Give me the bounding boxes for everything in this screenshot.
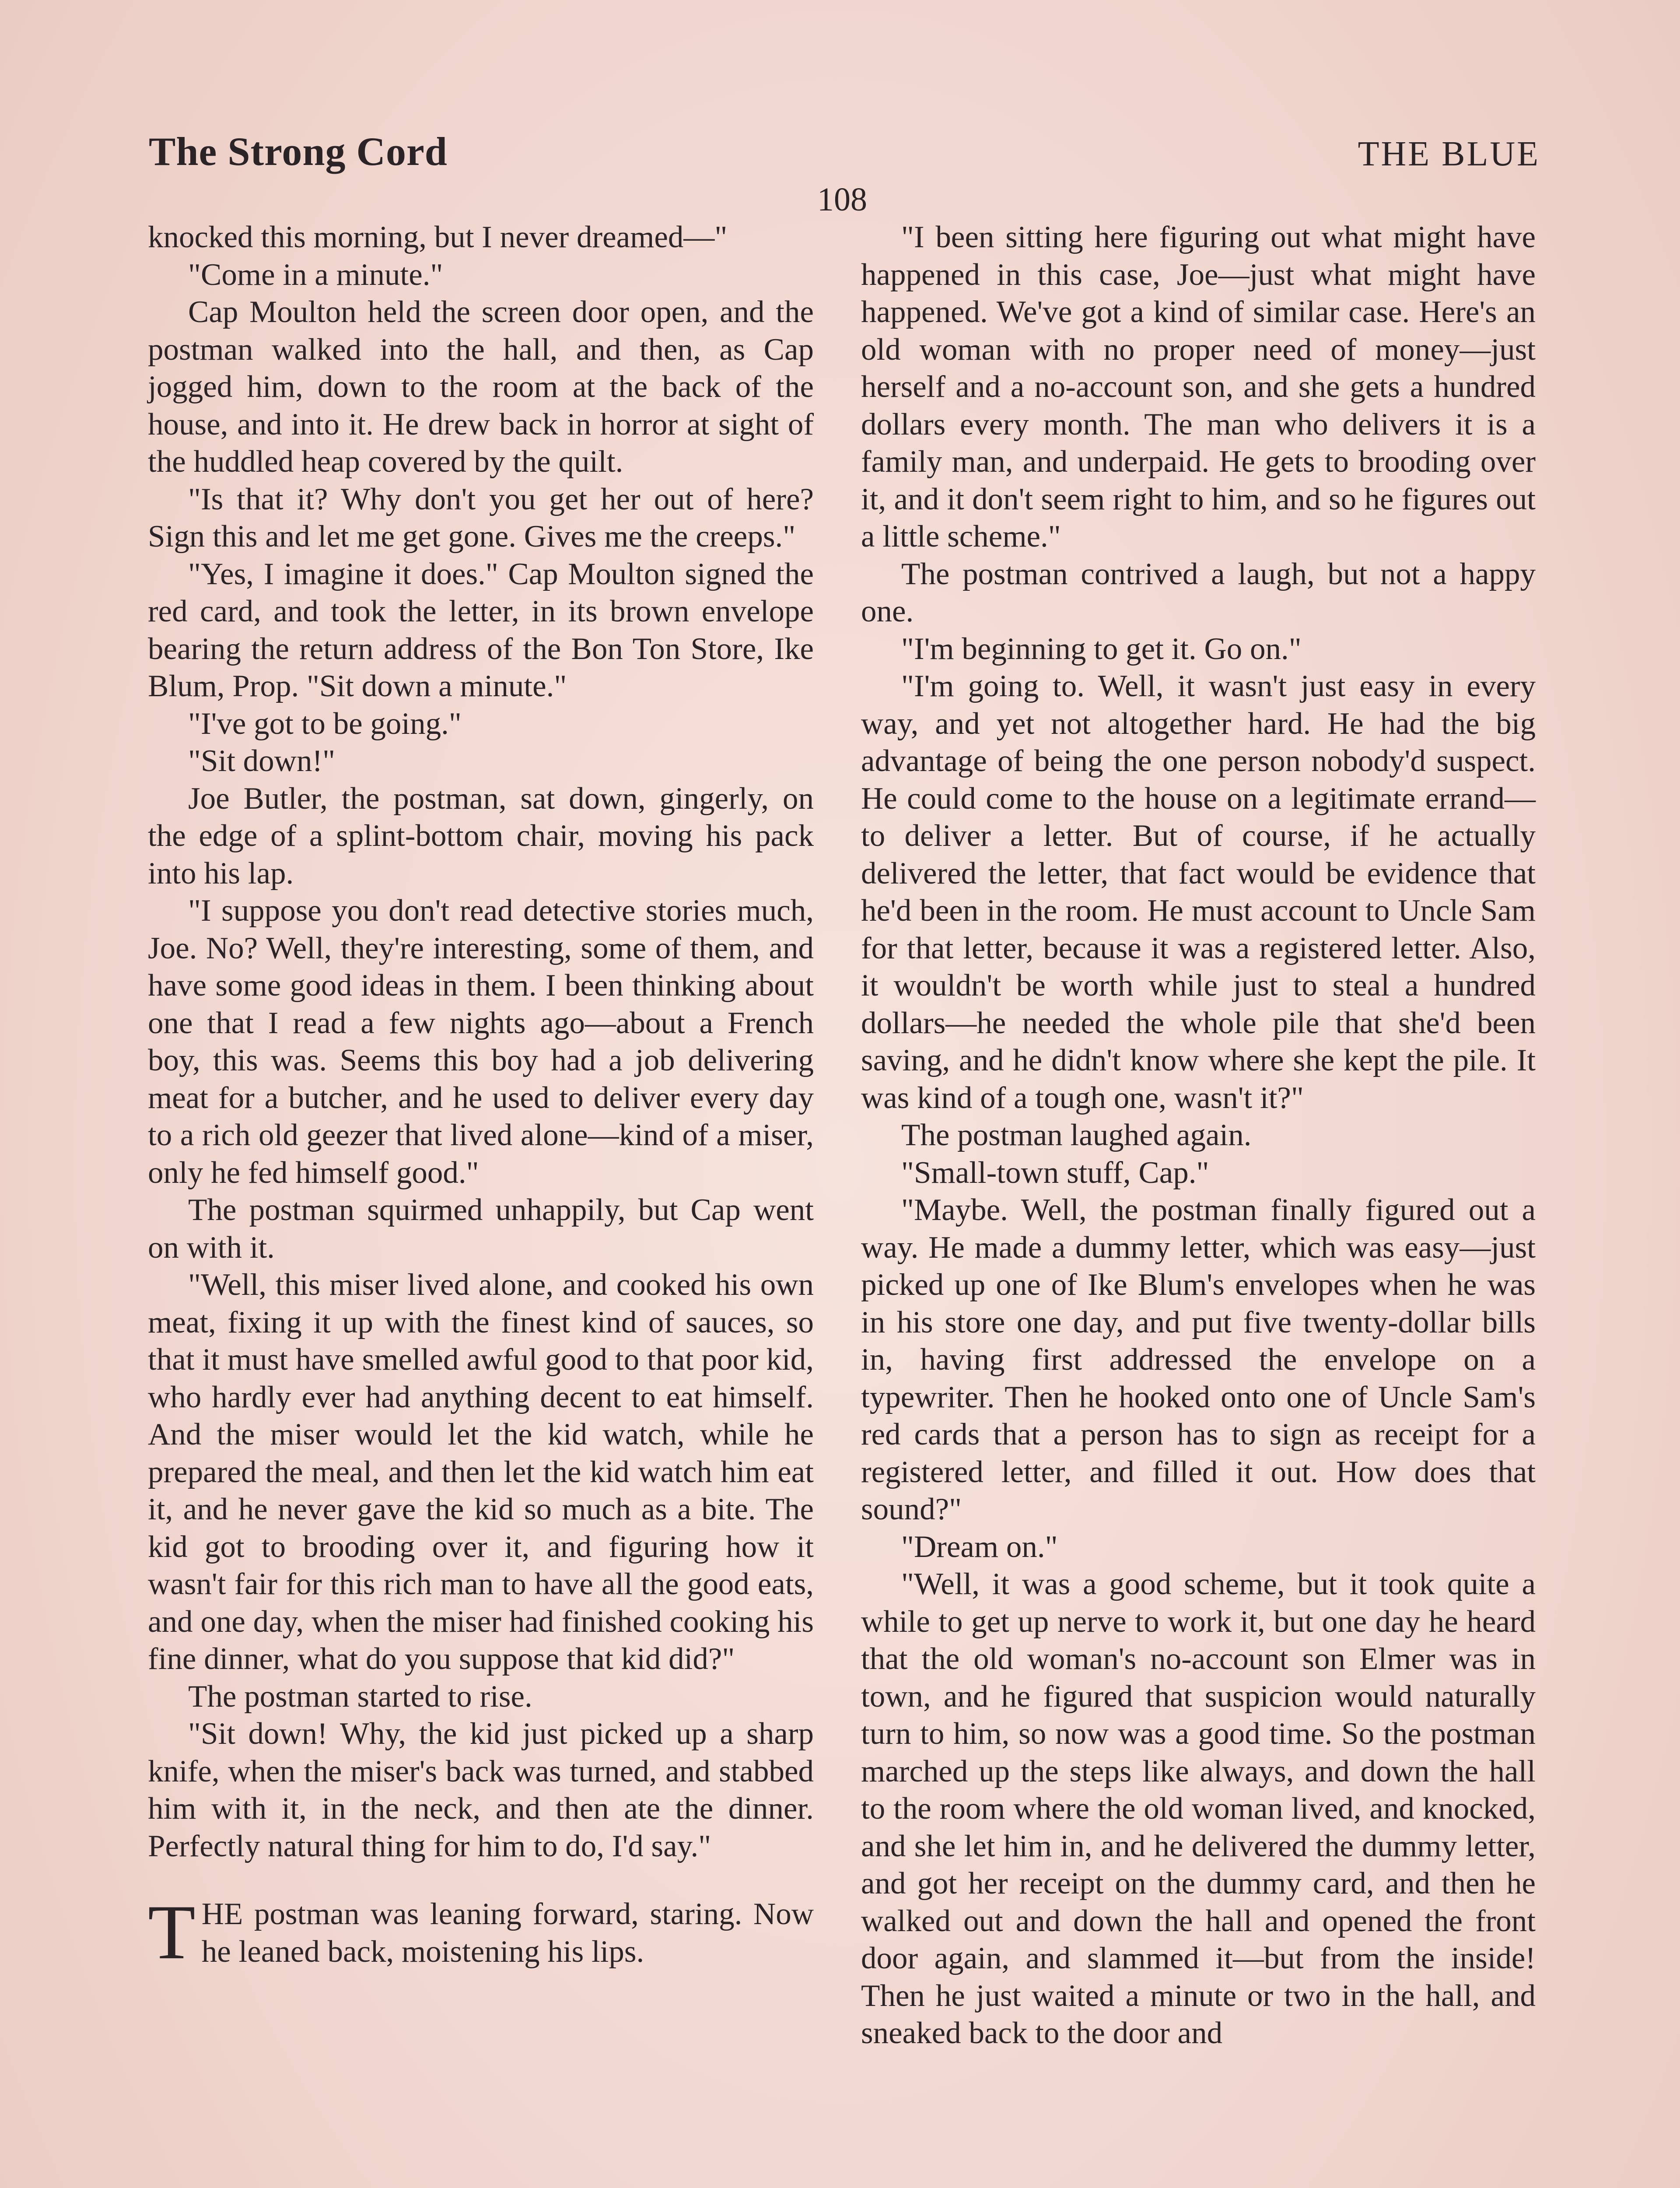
- right-column: [861, 219, 1536, 2052]
- paragraph: Cap Moulton held the screen door open, and the postman walked into the hall, and then, as Cap jogged him, down to the room at the back of the house, and into it. He drew back in horror at sight of the huddled heap covered by the quilt.: [148, 295, 814, 479]
- paragraph: "Sit down! Why, the kid just picked up a sharp knife, when the miser's back was turned, and stabbed him with it, in the neck, and then ate the dinner. Perfectly natural thing for him to do, I'd say.": [148, 1717, 814, 1863]
- drop-cap: T: [148, 1889, 196, 1975]
- paragraph: "I suppose you don't read detective stories much, Joe. No? Well, they're interesting, some of them, and have some good ideas in them. I been thinking about one that I read a few nights ago—about a French boy, this was. Seems this boy had a job delivering meat for a butcher, and he used to deliver every day to a rich old geezer that lived alone—kind of a miser, only he fed himself good.": [148, 894, 814, 1190]
- left-column: [148, 219, 814, 1975]
- paragraph: "Is that it? Why don't you get her out of here? Sign this and let me get gone. Gives me the creeps.": [148, 482, 814, 554]
- paragraph: "I'm going to. Well, it wasn't just easy in every way, and yet not altogether hard. He had the big advantage of being the one person nobody'd suspect. He could come to the house on a legitimate errand—to deliver a letter. But of course, if he actually delivered the letter, that fact would be evidence that he'd been in the room. He must account to Uncle Sam for that letter, because it was a registered letter. Also, it wouldn't be worth while just to steal a hundred dollars—he needed the whole pile that she'd been saving, and he didn't know where she kept the pile. It was kind of a tough one, wasn't it?": [861, 669, 1536, 1115]
- paragraph: "Maybe. Well, the postman finally figured out a way. He made a dummy letter, which was easy—just picked up one of Ike Blum's envelopes when he was in his store one day, and put five twenty-dollar bills in, having first addressed the envelope on a typewriter. Then he hooked onto one of Uncle Sam's red cards that a person has to sign as receipt for a registered letter, and filled it out. How does that sound?": [861, 1193, 1536, 1526]
- section-opening-text: HE postman was leaning forward, staring. Now he leaned back, moistening his lips.: [201, 1897, 814, 1969]
- paragraph: "Yes, I imagine it does." Cap Moulton signed the red card, and took the letter, in its brown envelope bearing the return address of the Bon Ton Store, Ike Blum, Prop. "Sit down a minute.": [148, 557, 814, 703]
- paragraph: The postman squirmed unhappily, but Cap went on with it.: [148, 1193, 814, 1265]
- paragraph: "Small-town stuff, Cap.": [901, 1155, 1209, 1190]
- paragraph: "Well, it was a good scheme, but it took quite a while to get up nerve to work it, but one day he heard that the old woman's no-account son Elmer was in town, and he figured that suspicion would naturally turn to him, so now was a good time. So the postman marched up the steps like always, and down the hall to the room where the old woman lived, and knocked, and she let him in, and he delivered the dummy letter, and got her receipt on the dummy card, and then he walked out and down the hall and opened the front door again, and slammed it—but from the inside! Then he just waited a minute or two in the hall, and sneaked back to the door and: [861, 1567, 1536, 2050]
- paragraph: "Come in a minute.": [188, 257, 443, 292]
- paragraph: Joe Butler, the postman, sat down, gingerly, on the edge of a splint-bottom chair, moving his pack into his lap.: [148, 781, 814, 891]
- paragraph: "Well, this miser lived alone, and cooked his own meat, fixing it up with the finest kind of sauces, so that it must have smelled awful good to that poor kid, who hardly ever had anything decent to eat himself. And the miser would let the kid watch, while he prepared the meal, and then let the kid watch him eat it, and he never gave the kid so much as a bite. The kid got to brooding over it, and figuring how it wasn't fair for this rich man to have all the good eats, and one day, when the miser had finished cooking his fine dinner, what do you suppose that kid did?": [148, 1268, 814, 1676]
- paragraph: The postman contrived a laugh, but not a happy one.: [861, 557, 1536, 628]
- paragraph: "I'm beginning to get it. Go on.": [901, 631, 1302, 666]
- paragraph: knocked this morning, but I never dreamed—": [148, 220, 728, 254]
- story-title: The Strong Cord: [149, 129, 448, 174]
- page-number: 108: [817, 181, 867, 218]
- section-opening-paragraph: [148, 1889, 814, 1975]
- paragraph: "Sit down!": [188, 744, 336, 778]
- paragraph: The postman started to rise.: [188, 1679, 532, 1714]
- paragraph: The postman laughed again.: [901, 1118, 1252, 1152]
- paragraph: "I've got to be going.": [188, 706, 462, 741]
- paragraph: "I been sitting here figuring out what might have happened in this case, Joe—just what might have happened. We've got a kind of similar case. Here's an old woman with no proper need of money—just herself and a no-account son, and she gets a hundred dollars every month. The man who delivers it is a family man, and underpaid. He gets to brooding over it, and it don't seem right to him, and so he figures out a little scheme.": [861, 220, 1536, 554]
- magazine-name: THE BLUE: [1358, 135, 1540, 173]
- paragraph: "Dream on.": [901, 1529, 1058, 1564]
